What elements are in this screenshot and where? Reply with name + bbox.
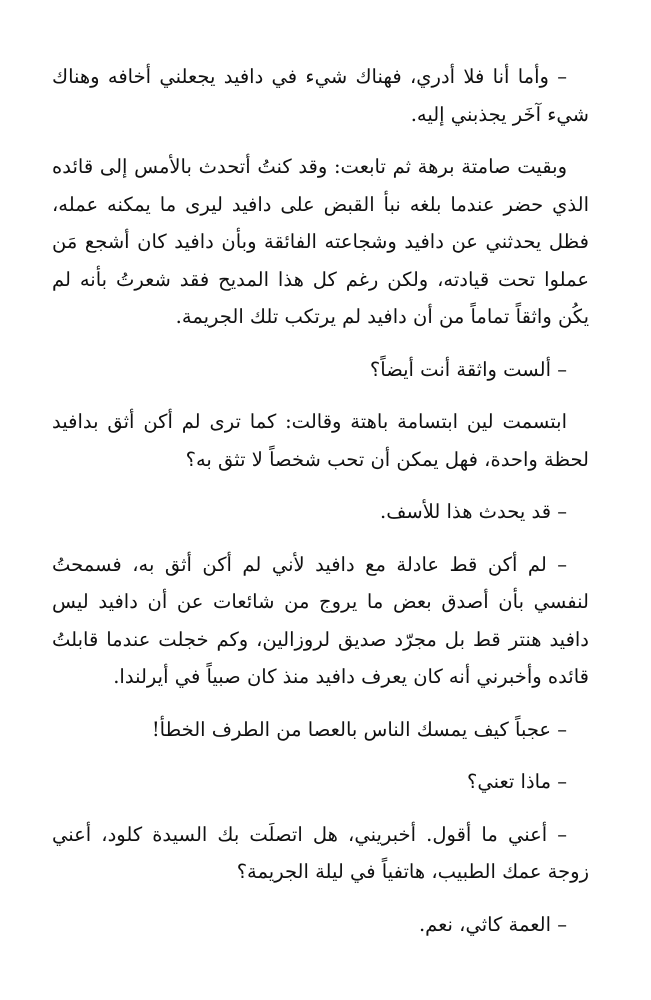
paragraph-5: – قد يحدث هذا للأسف. — [380, 500, 567, 523]
paragraph-3: – ألست واثقة أنت أيضاً؟ — [369, 357, 567, 381]
paragraph-10: – العمة كاثي، نعم. — [418, 912, 567, 936]
paragraph-2: وبقيت صامتة برهة ثم تابعت: وقد كنتُ أتحدث بالأمس إلى قائده الذي حضر عندما بلغه نبأ القبض على دافيد ليرى ما يمكنه عمله، فظل يحدثني عن دافيد وشجاعته الفائقة وبأن دافيد كان أشجع مَن عملوا تحت قيادته، ولكن رغم كل هذا المديح فقد شعرتُ بأنه لم يكُن واثقاً تماماً من أن دافيد لم يرتكب تلك الجريمة. — [52, 155, 589, 328]
paragraph-8: – ماذا تعني؟ — [467, 770, 567, 793]
paragraph-7: – عجباً كيف يمسك الناس بالعصا من الطرف الخطأ! — [151, 717, 567, 741]
book-page — [52, 58, 589, 958]
paragraph-1: – وأما أنا فلا أدري، فهناك شيء في دافيد يجعلني أخافه وهناك شيء آخَر يجذبني إليه. — [52, 65, 589, 126]
paragraph-4: ابتسمت لين ابتسامة باهتة وقالت: كما ترى لم أكن أثق بدافيد لحظة واحدة، فهل يمكن أن تحب شخصاً لا تثق به؟ — [52, 410, 589, 471]
paragraph-6: – لم أكن قط عادلة مع دافيد لأني لم أكن أثق به، فسمحتُ لنفسي بأن أصدق بعض ما يروج من شائعات عن أن دافيد ليس دافيد هنتر قط بل مجرّد صديق لروزالين، وكم خجلت عندما قابلتُ قائده وأخبرني أنه كان يعرف دافيد منذ كان صبياً في أيرلندا. — [52, 552, 589, 688]
paragraph-9: – أعني ما أقول. أخبريني، هل اتصلَت بك السيدة كلود، أعني زوجة عمك الطبيب، هاتفياً في ليلة الجريمة؟ — [52, 822, 589, 883]
